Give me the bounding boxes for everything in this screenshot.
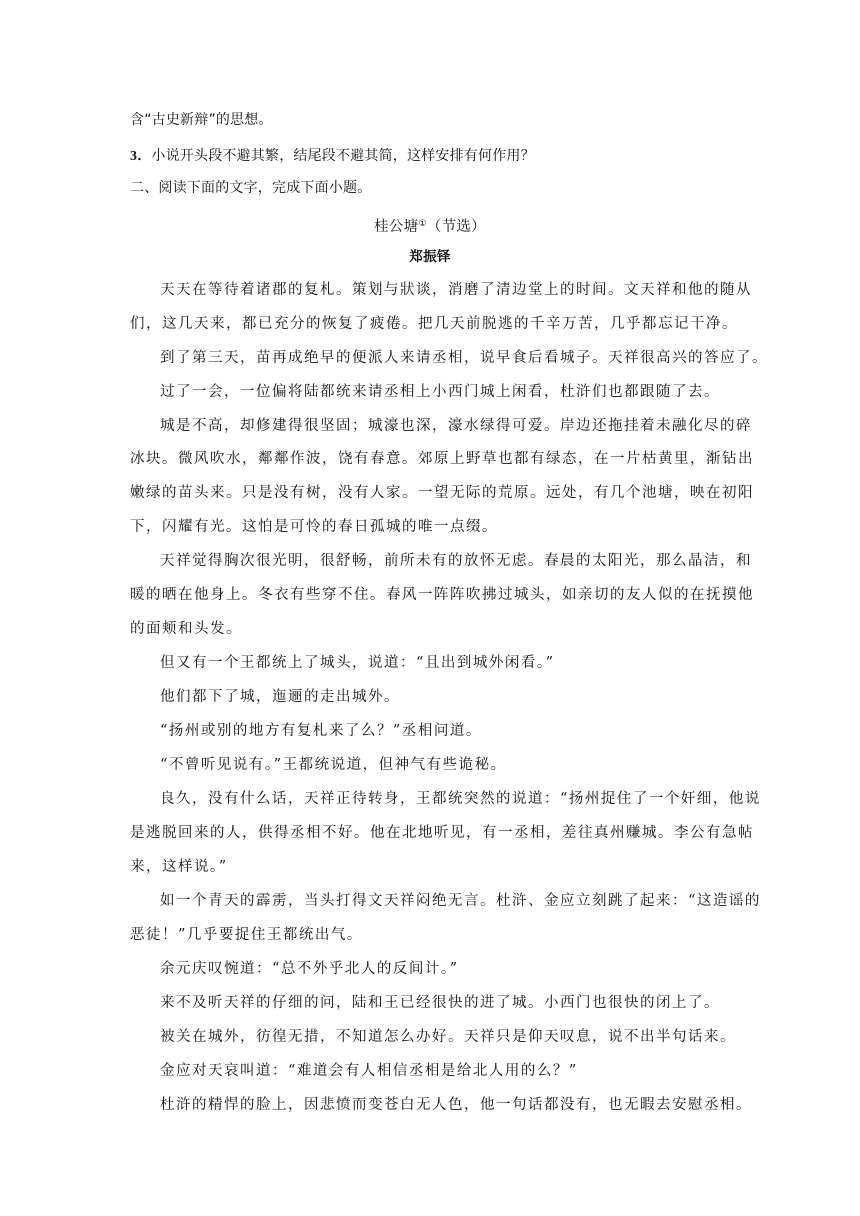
footnote-marker: ① [418, 219, 427, 229]
body-line: 来，这样说。” [130, 859, 228, 875]
body-line: 城是不高，却修建得很坚固；城濠也深，濠水绿得可爱。岸边还拖挂着未融化尽的碎 [160, 418, 752, 434]
body-line: 天祥觉得胸次很光明，很舒畅，前所未有的放怀无虑。春晨的太阳光，那么晶洁，和 [160, 553, 752, 569]
body-line: “扬州或别的地方有复札来了么？”丞相问道。 [160, 723, 482, 739]
section-heading: 二、阅读下面的文字，完成下面小题。 [130, 180, 372, 196]
title-suffix: （节选） [426, 219, 486, 235]
body-line: 冰块。微风吹水，鄰鄰作波，饶有春意。郊原上野草也都有绿态，在一片枯黄里，渐钻出 [130, 451, 754, 467]
body-line: 余元庆叹惋道：“总不外乎北人的反间计。” [160, 961, 459, 977]
question-text: 小说开头段不避其繁，结尾段不避其简，这样安排有何作用？ [151, 148, 535, 164]
article-author: 郑振铎 [409, 249, 451, 265]
body-line: 但又有一个王都统上了城头，说道：“且出到城外闲看。” [160, 655, 555, 671]
body-line: 下，闪耀有光。这怕是可怜的春日孤城的唯一点缀。 [130, 519, 498, 535]
body-line: 到了第三天，苗再成绝早的便派人来请丞相，说早食后看城子。天祥很高兴的答应了。 [160, 350, 768, 366]
body-line: 如一个青天的霹雳，当头打得文天祥闷绝无言。杜浒、金应立刻跳了起来：“这造谣的 [160, 893, 761, 909]
body-line: 天天在等待着诸郡的复札。策划与狀谈，消磨了清边堂上的时间。文天祥和他的随从 [160, 282, 752, 298]
body-line: 金应对天哀叫道：“难道会有人相信丞相是给北人用的么？” [160, 1063, 578, 1079]
body-line: 嫩绿的苗头来。只是没有树，没有人家。一望无际的荒原。远处，有几个池塘，映在初阳 [130, 485, 754, 501]
article-title [0, 214, 860, 237]
body-line: 杜浒的精悍的脸上，因悲愤而变苍白无人色，他一句话都没有，也无暇去安慰丞相。 [160, 1097, 752, 1113]
body-line: 良久，没有什么话，天祥正待转身，王都统突然的说道：“扬州捉住了一个奸细，他说 [160, 791, 761, 807]
continuation-line: 含“古史新辩”的思想。 [130, 112, 273, 128]
body-line: 过了一会，一位偏将陆都统来请丞相上小西门城上闲看，杜浒们也都跟随了去。 [160, 384, 720, 400]
body-line: 来不及听天祥的仔细的问，陆和王已经很快的进了城。小西门也很快的闭上了。 [160, 995, 720, 1011]
question-3 [130, 146, 730, 167]
body-line: 他们都下了城，迤逦的走出城外。 [160, 689, 400, 705]
body-line: 暖的晒在他身上。冬衣有些穿不住。春风一阵阵吹拂过城头，如亲切的友人似的在抚摸他 [130, 587, 754, 603]
question-number: 3． [130, 149, 152, 164]
body-line: 们，这几天来，都已充分的恢复了疲倦。把几天前脱逃的千辛万苦，几乎都忘记干净。 [130, 316, 738, 332]
body-line: “不曾听见说有。”王都统说道，但神气有些诡秘。 [160, 757, 507, 773]
body-line: 的面颊和头发。 [130, 621, 242, 637]
title-main: 桂公塘 [374, 219, 419, 235]
body-line: 被关在城外，彷徨无措，不知道怎么办好。天祥只是仰天叹息，说不出半句话来。 [160, 1029, 736, 1045]
body-line: 是逃脱回来的人，供得丞相不好。他在北地听见，有一丞相，差往真州赚城。李公有急帖 [130, 825, 754, 841]
body-line: 恶徒！”几乎要捉住王都统出气。 [130, 927, 363, 943]
